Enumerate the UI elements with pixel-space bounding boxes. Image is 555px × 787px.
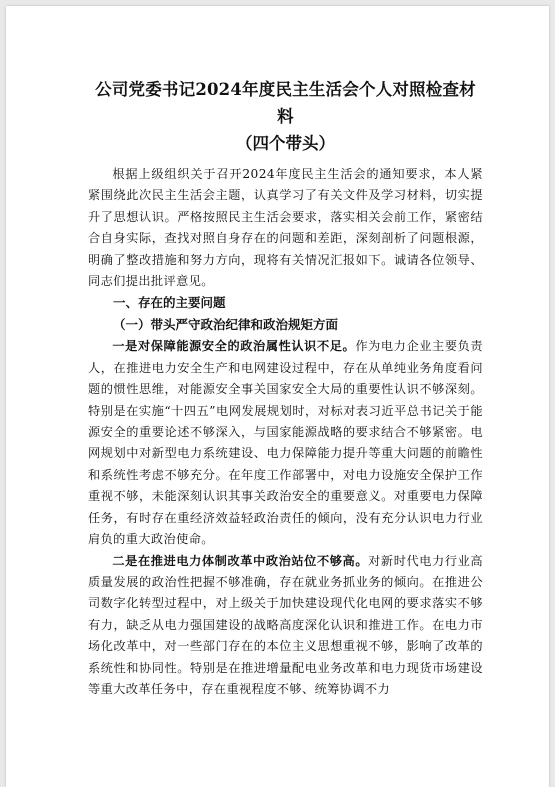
point-two-lead: 二是在推进电力体制改革中政治站位不够高。 [112,553,369,568]
point-one-lead: 一是对保障能源安全的政治属性认识不足。 [112,339,356,354]
point-two-paragraph [88,551,483,701]
point-two-body: 对新时代电力行业高质量发展的政治性把握不够准确，存在就业务抓业务的倾向。在推进公司数字化转型过程中，对上级关于加快建设现代化电网的要求落实不够有力，缺乏从电力强国建设的战略高度深化认识和推进工作。在电力市场化改革中，对一些部门存在的本位主义思想重视不够，影响了改革的系统性和协同性。特别是在推进增量配电业务改革和电力现货市场建设等重大改革任务中，存在重视程度不够、统筹协调不力 [88,553,484,696]
section-heading-main-problems: 一、存在的主要问题 [113,295,226,311]
subsection-heading-political-discipline: （一）带头严守政治纪律和政治规矩方面 [113,317,339,333]
intro-paragraph: 根据上级组织关于召开2024年度民主生活会的通知要求，本人紧紧围绕此次民主生活会主题，认真学习了有关文件及学习材料，切实提升了思想认识。严格按照民主生活会要求，落实相关会前工作，紧密结合自身实际，查找对照自身存在的问题和差距，深刻剖析了问题根源，明确了整改措施和努力方向，现将有关情况汇报如下。诚请各位领导、同志们提出批评意见。 [88,167,483,289]
document-title: 公司党委书记2024年度民主生活会个人对照检查材料 [95,80,476,126]
point-one-paragraph [88,336,483,550]
document-page [6,6,549,787]
document-subtitle: （四个带头） [236,134,335,153]
point-one-body: 作为电力企业主要负责人，在推进电力安全生产和电网建设过程中，存在从单纯业务角度看问题的惯性思维，对能源安全事关国家安全大局的重要性认识不够深刻。特别是在实施“十四五”电网发展规划时，对标对表习近平总书记关于能源安全的重要论述不够深入，与国家能源战略的要求结合不够紧密。电网规划中对新型电力系统建设、电力保障能力提升等重大问题的前瞻性和系统性考虑不够充分。在年度工作部署中，对电力设施安全保护工作重视不够，未能深刻认识其事关政治安全的重要意义。对重要电力保障任务，有时存在重经济效益轻政治责任的倾向，没有充分认识电力行业肩负的重大政治使命。 [88,339,483,547]
document-body [88,76,483,700]
